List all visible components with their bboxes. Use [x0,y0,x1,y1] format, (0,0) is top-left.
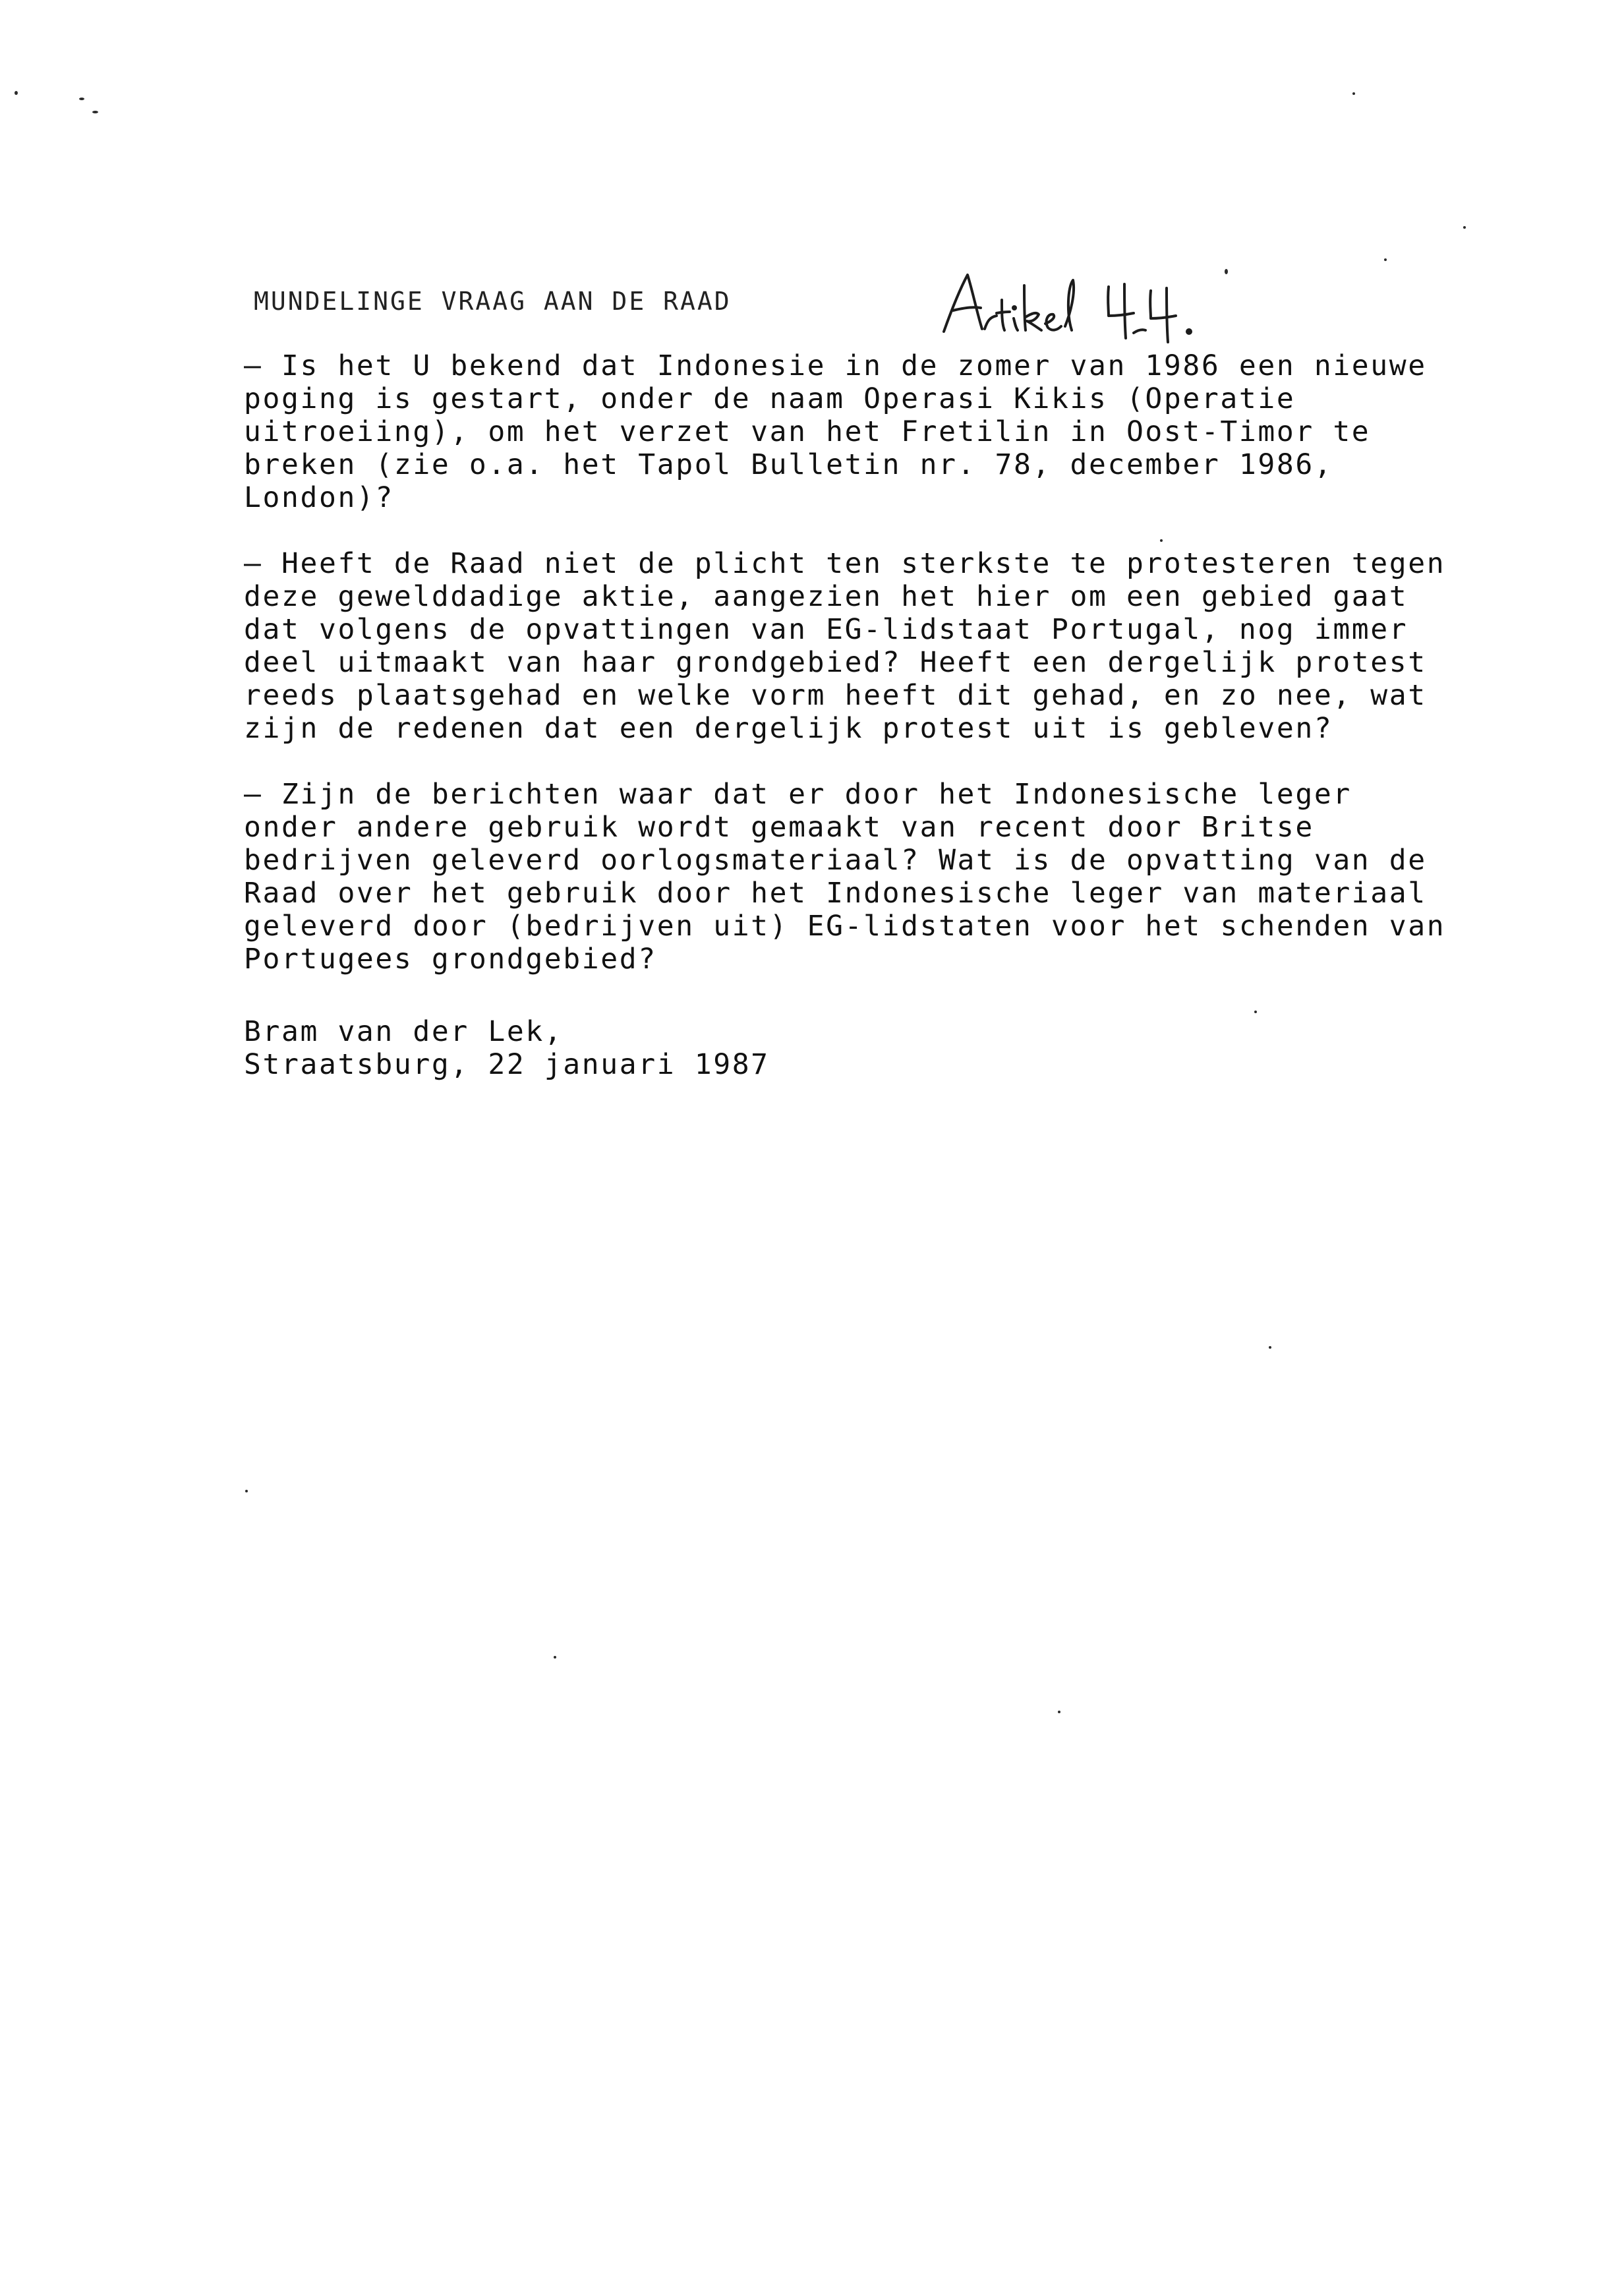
signature-place-date: Straatsburg, 22 januari 1987 [244,1048,770,1081]
scan-speck [1269,1346,1271,1349]
scan-speck [554,1656,556,1659]
scan-speck [1058,1711,1060,1713]
scan-speck [79,98,84,100]
scan-speck [1384,258,1387,261]
signature-name: Bram van der Lek, [244,1015,564,1048]
scan-speck [1352,92,1355,95]
question-paragraph-3: – Zijn de berichten waar dat er door het Indonesische leger onder andere gebruik wordt gemaakt van recent door Britse bedrijven geleverd oorlogsmateriaal? Wat is de opvatting van de Raad over het gebruik door het Indonesische leger van materiaal geleverd door (bedrijven uit) EG-lidstaten voor het schenden van Portugees grondgebied? [244,778,1446,976]
question-body [244,349,1536,1009]
document-heading: MUNDELINGE VRAAG AAN DE RAAD [254,287,732,316]
scan-speck [245,1490,248,1492]
scan-speck [1254,1011,1257,1013]
question-paragraph-1: – Is het U bekend dat Indonesie in de zomer van 1986 een nieuwe poging is gestart, onder de naam Operasi Kikis (Operatie uitroeiing), om het verzet van het Fretilin in Oost-Timor te breken (zie o.a. het Tapol Bulletin nr. 78, december 1986, London)? [244,349,1427,514]
scan-speck [92,111,98,113]
handwritten-annotation [936,260,1246,359]
scan-speck [1463,226,1466,229]
signature-block [244,1015,770,1081]
scan-speck [14,91,18,95]
question-paragraph-2: – Heeft de Raad niet de plicht ten sterkste te protesteren tegen deze gewelddadige aktie, aangezien het hier om een gebied gaat dat volgens de opvattingen van EG-lidstaat Portugal, nog immer deel uitmaakt van haar grondgebied? Heeft een dergelijk protest reeds plaatsgehad en welke vorm heeft dit gehad, en zo nee, wat zijn de redenen dat een dergelijk protest uit is gebleven? [244,547,1446,745]
